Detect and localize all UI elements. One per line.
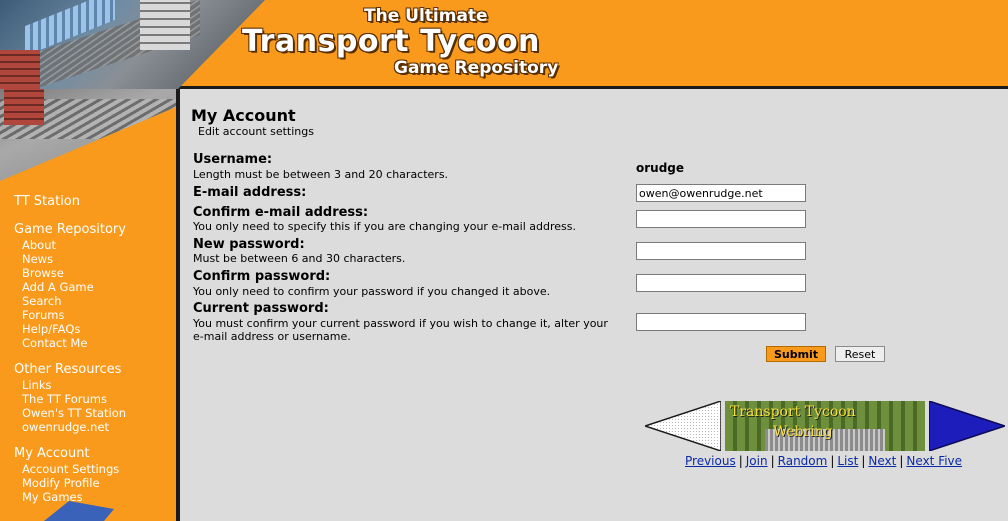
new-password-label: New password: [193,237,305,252]
sidebar-item-browse[interactable]: Browse [22,266,64,280]
sidebar-item-account-settings[interactable]: Account Settings [22,462,120,476]
sidebar-item-tt-forums[interactable]: The TT Forums [22,392,107,406]
nav-section-my-account[interactable]: My Account [14,446,90,461]
main-content [180,89,1008,521]
confirm-password-field[interactable] [636,274,806,292]
sidebar-item-modify-profile[interactable]: Modify Profile [22,476,100,490]
page-subtitle: Edit account settings [198,125,314,138]
header-red-building-art [0,50,40,89]
sidebar-item-add-a-game[interactable]: Add A Game [22,280,94,294]
current-password-label: Current password: [193,301,329,316]
confirm-password-help: You only need to confirm your password if you changed it above. [193,285,551,298]
webring-link-random[interactable]: Random [777,454,828,468]
site-title-line3: Game Repository [394,58,559,78]
current-password-help-line1: You must confirm your current password if you wish to change it, alter your [193,317,608,330]
confirm-email-help: You only need to specify this if you are changing your e-mail address. [193,220,576,233]
webring-link-previous[interactable]: Previous [685,454,736,468]
sidebar-item-links[interactable]: Links [22,378,52,392]
page-title: My Account [191,106,296,125]
username-value: orudge [636,161,685,175]
sidebar-item-search[interactable]: Search [22,294,62,308]
webring-link-join[interactable]: Join [745,454,768,468]
webring-separator: | [770,454,775,468]
sidebar [0,89,180,521]
nav-group-tt-station [14,194,80,210]
site-title-line1: The Ultimate [364,6,488,26]
nav-group-my-account [14,446,119,504]
sidebar-bottom-art [44,501,114,521]
webring-link-list[interactable]: List [837,454,859,468]
sidebar-item-help-faqs[interactable]: Help/FAQs [22,322,81,336]
sidebar-item-owenrudge-net[interactable]: owenrudge.net [22,420,110,434]
webring-separator: | [899,454,904,468]
confirm-password-label: Confirm password: [193,269,331,284]
webring-link-next-five[interactable]: Next Five [906,454,963,468]
sidebar-item-forums[interactable]: Forums [22,308,65,322]
webring-banner-subtitle: Webring [773,424,833,440]
username-label: Username: [193,152,273,167]
site-header [0,0,1008,89]
webring-next-arrow-icon[interactable] [929,401,1005,451]
confirm-email-field[interactable] [636,210,806,228]
webring-separator: | [861,454,866,468]
header-building-art [140,0,190,50]
sidebar-item-my-games[interactable]: My Games [22,490,83,504]
nav-group-game-repository [14,222,126,350]
email-field[interactable] [636,184,806,202]
sidebar-item-tt-station[interactable]: TT Station [14,194,81,209]
current-password-field[interactable] [636,313,806,331]
webring-link-next[interactable]: Next [868,454,897,468]
webring-separator: | [738,454,743,468]
webring-separator: | [830,454,835,468]
sidebar-item-news[interactable]: News [22,252,54,266]
new-password-field[interactable] [636,242,806,260]
email-label: E-mail address: [193,185,307,200]
sidebar-item-owens-tt-station[interactable]: Owen's TT Station [22,406,127,420]
reset-button[interactable]: Reset [835,346,885,362]
webring-banner[interactable] [725,401,925,451]
sidebar-item-about[interactable]: About [22,238,57,252]
nav-section-other-resources: Other Resources [14,362,122,377]
submit-button[interactable]: Submit [766,346,826,362]
sidebar-building-art [4,89,44,125]
nav-group-other-resources [14,362,126,434]
site-title-line2: Transport Tycoon [242,24,540,59]
new-password-help: Must be between 6 and 30 characters. [193,252,406,265]
webring-banner-title: Transport Tycoon [730,404,856,420]
sidebar-item-contact-me[interactable]: Contact Me [22,336,88,350]
header-city-art [0,0,265,89]
current-password-help-line2: e-mail address or username. [193,330,351,343]
webring-links [685,454,962,468]
webring-previous-arrow-icon[interactable] [645,401,721,451]
username-help: Length must be between 3 and 20 characters. [193,168,449,181]
nav-section-game-repository[interactable]: Game Repository [14,222,126,237]
sidebar-city-art [0,89,176,181]
confirm-email-label: Confirm e-mail address: [193,205,369,220]
